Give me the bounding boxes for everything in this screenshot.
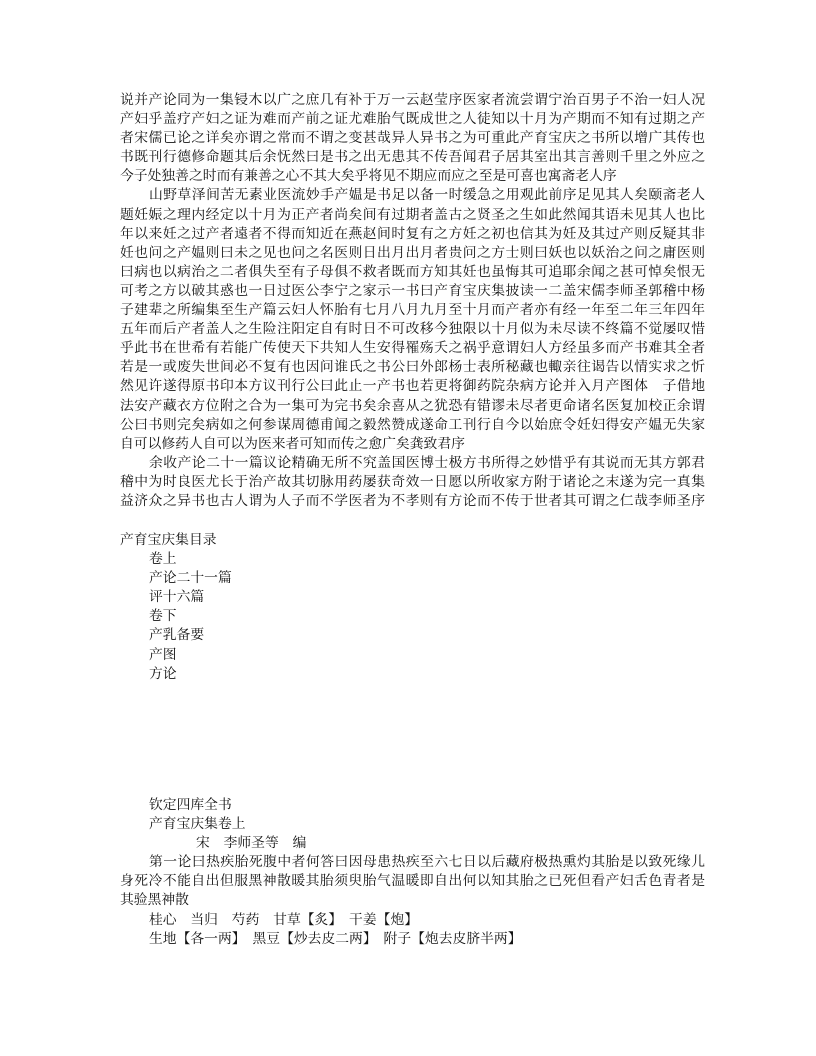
text-line: 年以来妊之过产者遠者不得而知近在燕赵间时复有之方妊之初也信其为妊及其过产则反疑其非	[120, 225, 705, 242]
text-line: 曰病也以病治之二者俱失至有子母俱不救者既而方知其妊也虽悔其可追耶余闻之甚可悼矣恨无	[120, 263, 705, 280]
text-line: 者宋儒已论之详矣亦谓之常而不谓之变甚哉异人异书之为可重此产育宝庆之书所以增广其传也	[120, 130, 705, 147]
recipe-line: 桂心 当归 芍药 甘草【炙】 干姜【炮】	[149, 911, 419, 928]
text-line: 身死冷不能自出但服黑神散暖其胎须臾胎气温暖即自出何以知其胎之已死但看产妇舌色青者是	[120, 873, 705, 890]
table-of-contents	[120, 531, 705, 684]
toc-item: 卷下	[149, 608, 177, 625]
text-line: 若是一或废失世间必不复有也因问谁氏之书公曰外郎杨士表所秘藏也輙亲往谒告以情实求之忻	[120, 359, 705, 376]
toc-item: 产论二十一篇	[149, 570, 232, 587]
text-line: 说并产论同为一集锓木以广之庶几有补于万一云赵莹序医家者流尝谓宁治百男子不治一妇人况	[120, 92, 705, 108]
volume-title: 产育宝庆集卷上	[149, 816, 246, 833]
text-line: 子建辈之所编集至生产篇云妇人怀胎有七月八月九月至十月而产者亦有经一年至二年三年四年	[120, 302, 705, 319]
text-line: 余收产论二十一篇议论精确无所不究盖国医博士极方书所得之妙惜乎有其说而无其方郭君	[149, 454, 705, 471]
text-line: 乎此书在世希有若能广传使天下共知人生安得罹殇夭之祸乎意谓妇人方经虽多而产书难其全者	[120, 340, 705, 357]
toc-item: 评十六篇	[149, 589, 205, 606]
toc-item: 卷上	[149, 551, 177, 568]
volume-section	[120, 796, 705, 949]
toc-item: 产乳备要	[149, 627, 205, 644]
text-line: 题妊娠之理内经定以十月为正产者尚矣间有过期者盖古之贤圣之生如此然闻其语未见其人也比	[120, 206, 705, 223]
text-line: 公曰书则完矣病如之何参谋周德甫闻之毅然赞成遂命工刊行自今以始庶令妊妇得安产媪无失家	[120, 416, 705, 433]
text-line: 自可以修药人自可以为医来者可知而传之愈广矣龚致君序	[120, 435, 465, 452]
text-line: 妊也问之产媪则曰未之见也问之名医则日出月出月者贵问之方士则曰妖也以妖治之问之庸医则	[120, 244, 705, 261]
recipe-line: 生地【各一两】 黑豆【炒去皮二两】 附子【炮去皮脐半两】	[149, 930, 522, 947]
toc-item: 产图	[149, 646, 177, 663]
author-line: 宋 李师圣等 编	[196, 835, 307, 852]
text-line: 可考之方以破其惑也一日过医公李宁之家示一书曰产育宝庆集披读一二盖宋儒李师圣郭稽中杨	[120, 282, 705, 299]
toc-title: 产育宝庆集目录	[120, 532, 217, 548]
preface-section	[120, 91, 705, 511]
collection-title: 钦定四库全书	[149, 797, 232, 813]
text-line: 然见许遂得原书印本方议刊行公曰此止一产书也若更将御药院杂病方论并入月产图体 子借地	[120, 378, 705, 395]
text-line: 今子处独善之时而有兼善之心不其大矣乎将见不期应而应之至是可喜也寓斋老人序	[120, 168, 617, 185]
toc-item: 方论	[149, 665, 177, 682]
text-line: 山野草泽间苦无素业医流妙手产媪是书足以备一时缓急之用观此前序足见其人矣颐斋老人	[149, 187, 705, 204]
text-line: 稽中为时良医尤长于治产故其切脉用药屡获奇效一日愿以所收家方附于诸论之末遂为完一真集	[120, 473, 705, 490]
text-line: 书既刊行德修命题其后余怃然曰是书之出无患其不传吾闻君子居其室出其言善则千里之外应之	[120, 149, 705, 166]
text-line: 产妇乎盖疗产妇之证为难而产前之证尤难胎气既成世之人徒知以十月为产期而不知有过期之产	[120, 111, 705, 128]
text-line: 其验黑神散	[120, 892, 189, 909]
text-line: 第一论曰热疾胎死腹中者何答曰因母患热疾至六七日以后藏府极热熏灼其胎是以致死缘儿	[149, 854, 705, 871]
text-line: 法安产藏衣方位附之合为一集可为完书矣余喜从之犹恐有错谬未尽者更命诸名医复加校正余谓	[120, 397, 705, 414]
text-line: 五年而后产者盖人之生险注阳定自有时日不可改移今独限以十月似为未尽读不终篇不觉屡叹惜	[120, 321, 705, 338]
text-line: 益济众之异书也古人谓为人子而不学医者为不孝则有方论而不传于世者其可谓之仁哉李师圣序	[120, 492, 705, 509]
